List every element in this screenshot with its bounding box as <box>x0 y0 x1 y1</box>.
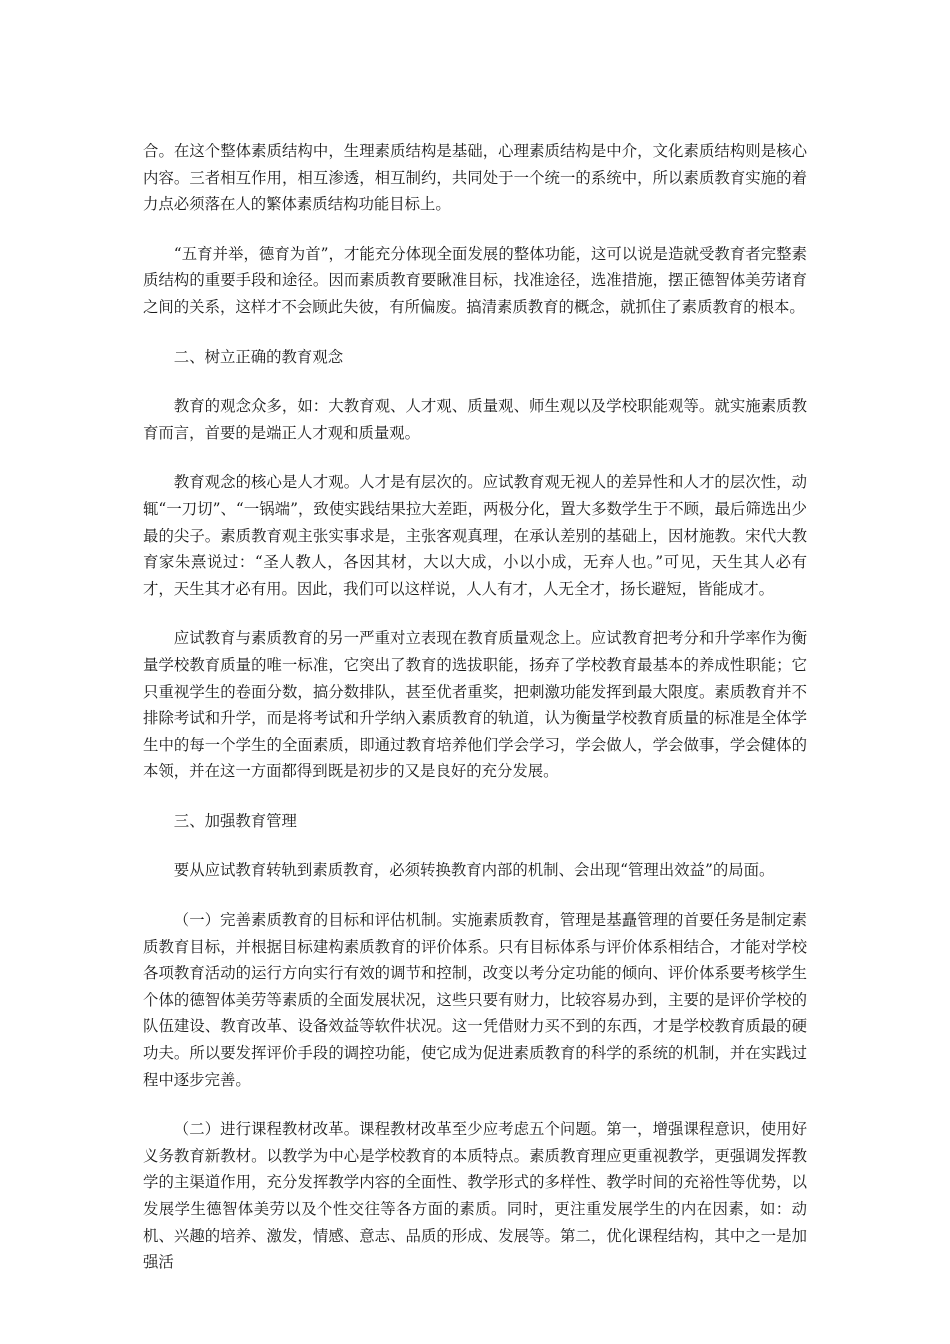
section-heading-education-concepts: 二、树立正确的教育观念 <box>173 347 344 366</box>
paragraph-management-intro: 要从应试教育转轨到素质教育，必须转换教育内部的机制、会出现“管理出效益”的局面。 <box>173 861 775 880</box>
document-page <box>143 138 807 1299</box>
paragraph-education-concepts: 教育的观念众多，如：大教育观、人才观、质量观、师生观以及学校职能观等。就实施素质教育而言，首要的是端正人才观和质量观。 <box>143 397 807 442</box>
paragraph-quality-concept: 应试教育与素质教育的另一严重对立表现在教育质量观念上。应试教育把考分和升学率作为衡量学校教育质量的唯一标准，它突出了教育的选拔职能，扬弃了学校教育最基本的养成性职能；它只重视学生的卷面分数，搞分数排队，甚至优者重奖，把刺激功能发挥到最大限度。素质教育并不排除考试和升学，而是将考试和升学纳入素质教育的轨道，认为衡量学校教育质量的标准是全体学生中的每一个学生的全面素质，即通过教育培养他们学会学习，学会做人，学会做事，学会健体的本领，并在这一方面都得到既是初步的又是良好的充分发展。 <box>143 629 807 781</box>
paragraph-intro-continuation: 合。在这个整体素质结构中，生理素质结构是基础，心理素质结构是中介，文化素质结构则是核心内容。三者相互作用，相互渗透，相互制约，共同处于一个统一的系统中，所以素质教育实施的着力点必须落在人的繁体素质结构功能目标上。 <box>143 142 807 214</box>
paragraph-curriculum-reform: （二）进行课程教材改革。课程教材改革至少应考虑五个问题。第一，增强课程意识，使用好义务教育新教材。以教学为中心是学校教育的本质特点。素质教育理应更重视教学，更强调发挥教学的主渠道作用，充分发挥教学内容的全面性、教学形式的多样性、教学时间的充裕性等优势，以发展学生德智体美劳以及个性交往等各方面的素质。同时，更注重发展学生的内在因素，如：动机、兴趣的培养、激发，情感、意志、品质的形成、发展等。第二，优化课程结构，其中之一是加强活 <box>143 1120 807 1272</box>
section-heading-education-management: 三、加强教育管理 <box>173 811 297 830</box>
paragraph-evaluation-mechanism: （一）完善素质教育的目标和评估机制。实施素质教育，管理是基矗管理的首要任务是制定素质教育目标，并根据目标建构素质教育的评价体系。只有目标体系与评价体系相结合，才能对学校各项教育活动的运行方向实行有效的调节和控制，改变以考分定功能的倾向、评价体系要考核学生个体的德智体美劳等素质的全面发展状况，这些只要有财力，比较容易办到，主要的是评价学校的队伍建设、教育改革、设备效益等软件状况。这一凭借财力买不到的东西，才是学校教育质最的硬功夫。所以要发挥评价手段的调控功能，使它成为促进素质教育的科学的系统的机制，并在实践过程中逐步完善。 <box>143 911 807 1089</box>
paragraph-talent-concept: 教育观念的核心是人才观。人才是有层次的。应试教育观无视人的差异性和人才的层次性，动辄“一刀切”、“一锅端”，致使实践结果拉大差距，两极分化，置大多数学生于不顾，最后筛选出少最的尖子。素质教育观主张实事求是，主张客观真理，在承认差别的基础上，因材施教。宋代大教育家朱熹说过：“圣人教人，各因其材，大以大成，小以小成，无弃人也。”可见，天生其人必有才，天生其才必有用。因此，我们可以这样说，人人有才，人无全才，扬长避短，皆能成才。 <box>143 473 807 598</box>
paragraph-five-educations: “五育并举，德育为首”，才能充分体现全面发展的整体功能，这可以说是造就受教育者完整素质结构的重要手段和途径。因而素质教育要瞅准目标，找准途径，选准措施，摆正德智体美劳诸育之间的关系，这样才不会顾此失彼，有所偏废。搞清素质教育的概念，就抓住了素质教育的根本。 <box>143 244 807 316</box>
